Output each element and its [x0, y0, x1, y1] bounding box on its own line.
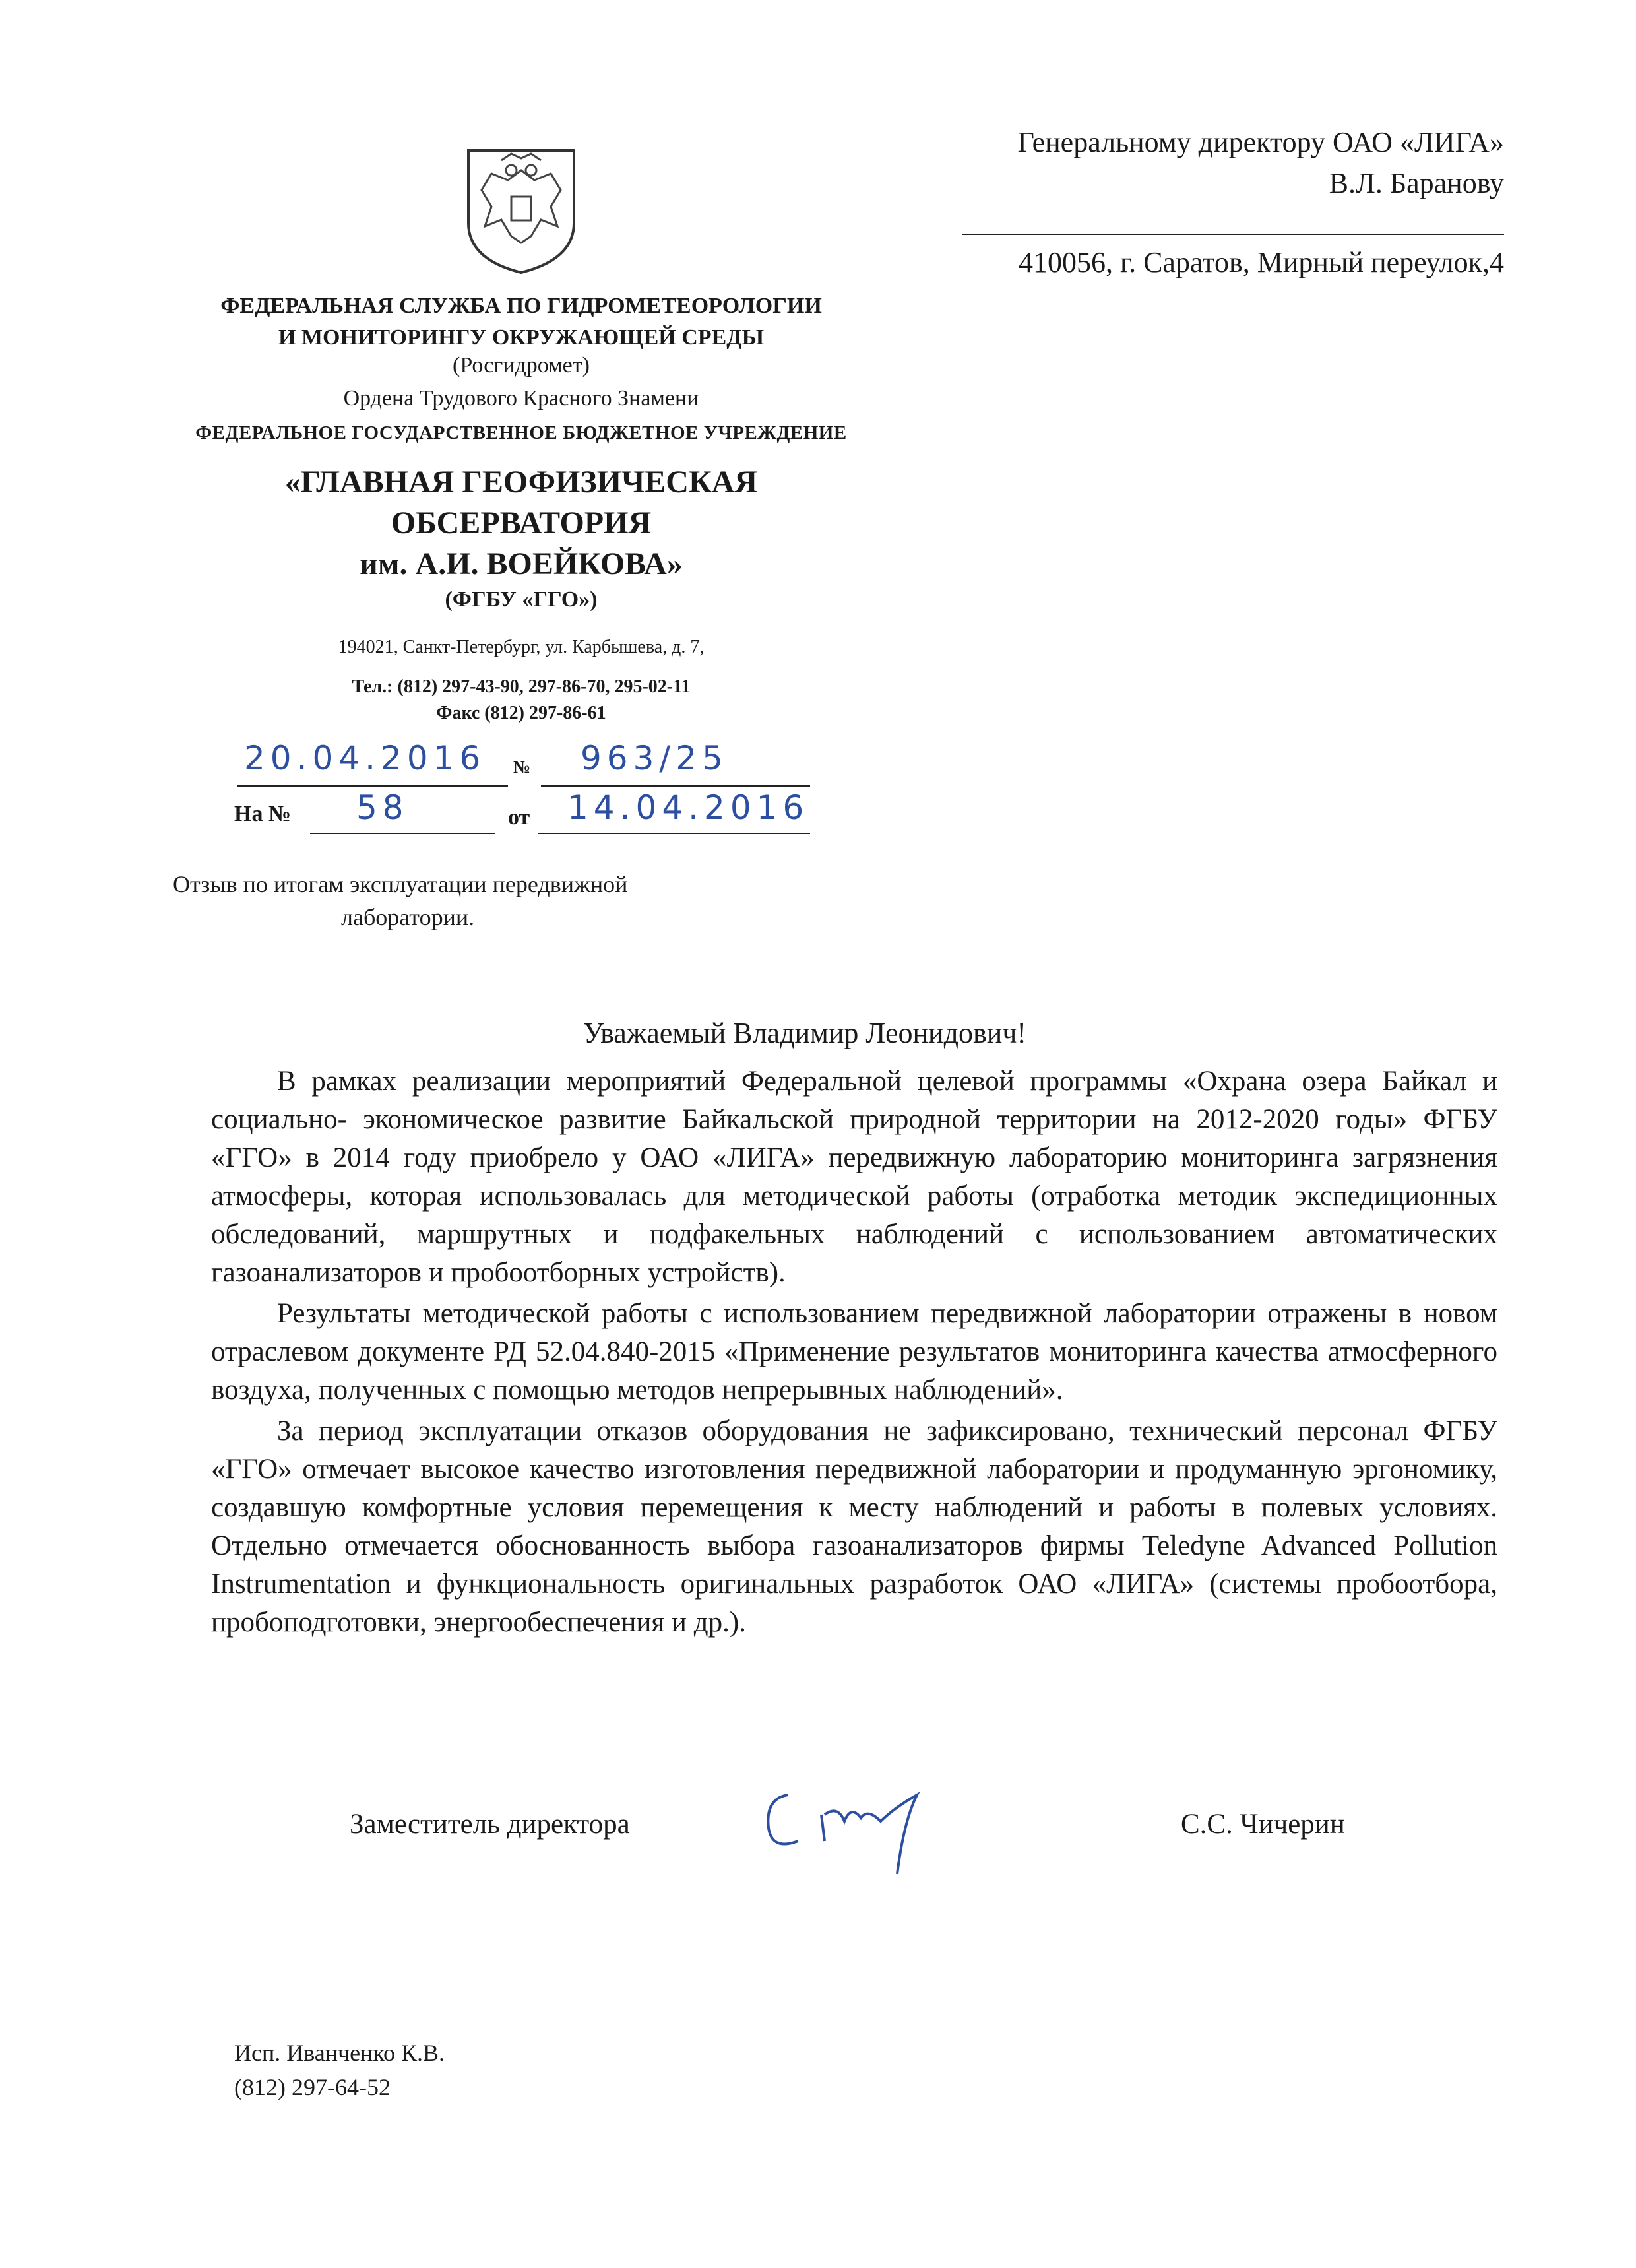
signatory-title: Заместитель директора: [350, 1809, 630, 1840]
executor-block: [234, 2036, 445, 2104]
salutation: Уважаемый Владимир Леонидович!: [582, 1017, 1027, 1049]
executor-phone: (812) 297-64-52: [234, 2074, 391, 2100]
handwritten-signature: [752, 1768, 976, 1881]
recipient-block: [825, 122, 1504, 204]
institution-phone: Тел.: (812) 297-43-90, 297-86-70, 295-02-11: [352, 676, 691, 697]
outgoing-date: 20.04.2016: [244, 739, 486, 777]
reply-date: 14.04.2016: [567, 789, 809, 827]
recipient-line2: В.Л. Баранову: [1329, 167, 1504, 199]
letter-subject: [173, 868, 701, 934]
recipient-address: 410056, г. Саратов, Мирный переулок,4: [1018, 246, 1504, 278]
subject-line1: Отзыв по итогам эксплуатации передвижной: [173, 871, 628, 897]
body-paragraph-3: За период эксплуатации отказов оборудования не зафиксировано, технический персонал ФГБУ «ГГО» отмечает высокое качество изготовления передвижной лаборатории и продуманную эргономику, создавшую комфортные условия перемещения к месту наблюдений и работы в полевых условиях. Отдельно отмечается обоснованность выбора газоанализаторов фирмы Teledyne Advanced Pollution Instrumentation и функциональность оригинальных разработок ОАО «ЛИГА» (системы пробоотбора, пробоподготовки, энергообеспечения и др.).: [211, 1415, 1497, 1638]
institution-name-line3: им. А.И. ВОЕЙКОВА»: [360, 546, 683, 581]
coat-of-arms-emblem: [462, 144, 581, 276]
subject-line2: лаборатории.: [341, 904, 475, 930]
reply-date-line: [538, 833, 810, 834]
institution-name-line2: ОБСЕРВАТОРИЯ: [391, 505, 652, 540]
from-label: от: [508, 805, 530, 829]
order-title: Ордена Трудового Красного Знамени: [343, 386, 699, 410]
reply-number-line: [310, 833, 495, 834]
institution-fax: Факс (812) 297-86-61: [436, 703, 606, 723]
institution-name: [106, 462, 937, 585]
agency-short-name: (Росгидромет): [453, 353, 590, 377]
reply-number: 58: [356, 789, 409, 827]
number-line: [541, 785, 810, 787]
institution-abbr: (ФГБУ «ГГО»): [445, 587, 598, 612]
number-label: №: [513, 758, 531, 777]
institution-type: ФЕДЕРАЛЬНОЕ ГОСУДАРСТВЕННОЕ БЮДЖЕТНОЕ УЧРЕЖДЕНИЕ: [195, 422, 847, 443]
reply-label: На №: [234, 802, 292, 826]
institution-name-line1: «ГЛАВНАЯ ГЕОФИЗИЧЕСКАЯ: [284, 465, 758, 500]
recipient-divider: [962, 234, 1504, 235]
institution-address: 194021, Санкт-Петербург, ул. Карбышева, д. 7,: [338, 637, 705, 657]
date-line: [237, 785, 508, 787]
recipient-line1: Генеральному директору ОАО «ЛИГА»: [1017, 126, 1504, 158]
agency-line1: ФЕДЕРАЛЬНАЯ СЛУЖБА ПО ГИДРОМЕТЕОРОЛОГИИ: [220, 294, 822, 318]
agency-line2: И МОНИТОРИНГУ ОКРУЖАЮЩЕЙ СРЕДЫ: [278, 325, 764, 350]
outgoing-number: 963/25: [581, 739, 728, 777]
body-paragraph-1: В рамках реализации мероприятий Федеральной целевой программы «Охрана озера Байкал и социально- экономическое развитие Байкальской природной территории на 2012-2020 годы» ФГБУ «ГГО» в 2014 году приобрело у ОАО «ЛИГА» передвижную лабораторию мониторинга загрязнения атмосферы, которая использовалась для методической работы (отработка методик экспедиционных обследований, маршрутных и подфакельных наблюдений с использованием автоматических газоанализаторов и пробоотборных устройств).: [211, 1066, 1497, 1288]
agency-name: [106, 290, 937, 354]
executor-name: Исп. Иванченко К.В.: [234, 2040, 445, 2066]
body-paragraph-2: Результаты методической работы с использованием передвижной лаборатории отражены в новом отраслевом документе РД 52.04.840-2015 «Применение результатов мониторинга качества атмосферного воздуха, полученных с помощью методов непрерывных наблюдений».: [211, 1298, 1497, 1406]
letter-body: [211, 1062, 1497, 1644]
signatory-name: С.С. Чичерин: [1181, 1809, 1345, 1840]
